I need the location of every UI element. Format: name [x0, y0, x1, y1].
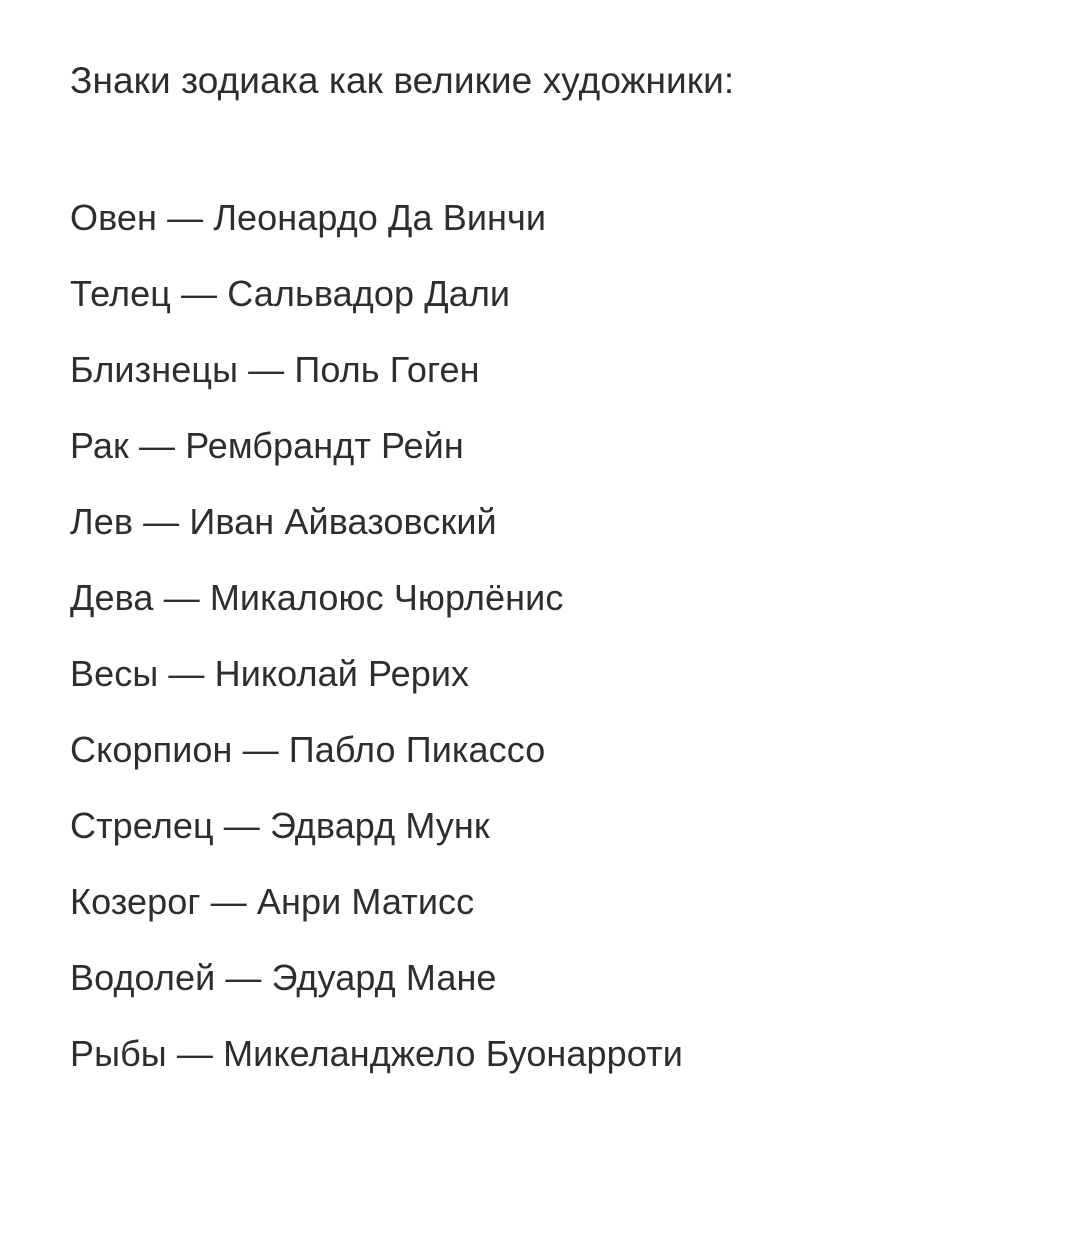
- list-item: Дева — Микалоюс Чюрлёнис: [70, 577, 564, 619]
- page-title: Знаки зодиака как великие художники:: [70, 60, 735, 101]
- list-item: Рыбы — Микеланджело Буонарроти: [70, 1033, 683, 1075]
- list-item: Стрелец — Эдвард Мунк: [70, 805, 490, 847]
- list-item: Близнецы — Поль Гоген: [70, 349, 480, 391]
- list-item: Водолей — Эдуард Мане: [70, 957, 497, 999]
- list-item: Лев — Иван Айвазовский: [70, 501, 497, 543]
- list-item: Овен — Леонардо Да Винчи: [70, 197, 547, 239]
- list-item: Скорпион — Пабло Пикассо: [70, 729, 546, 771]
- list-item: Весы — Николай Рерих: [70, 653, 470, 695]
- list-item: Телец — Сальвадор Дали: [70, 273, 511, 315]
- list-item: Рак — Рембрандт Рейн: [70, 425, 464, 467]
- zodiac-artist-list: [70, 197, 1010, 1075]
- title-list-spacer: [70, 104, 1010, 200]
- list-item: Козерог — Анри Матисс: [70, 881, 475, 923]
